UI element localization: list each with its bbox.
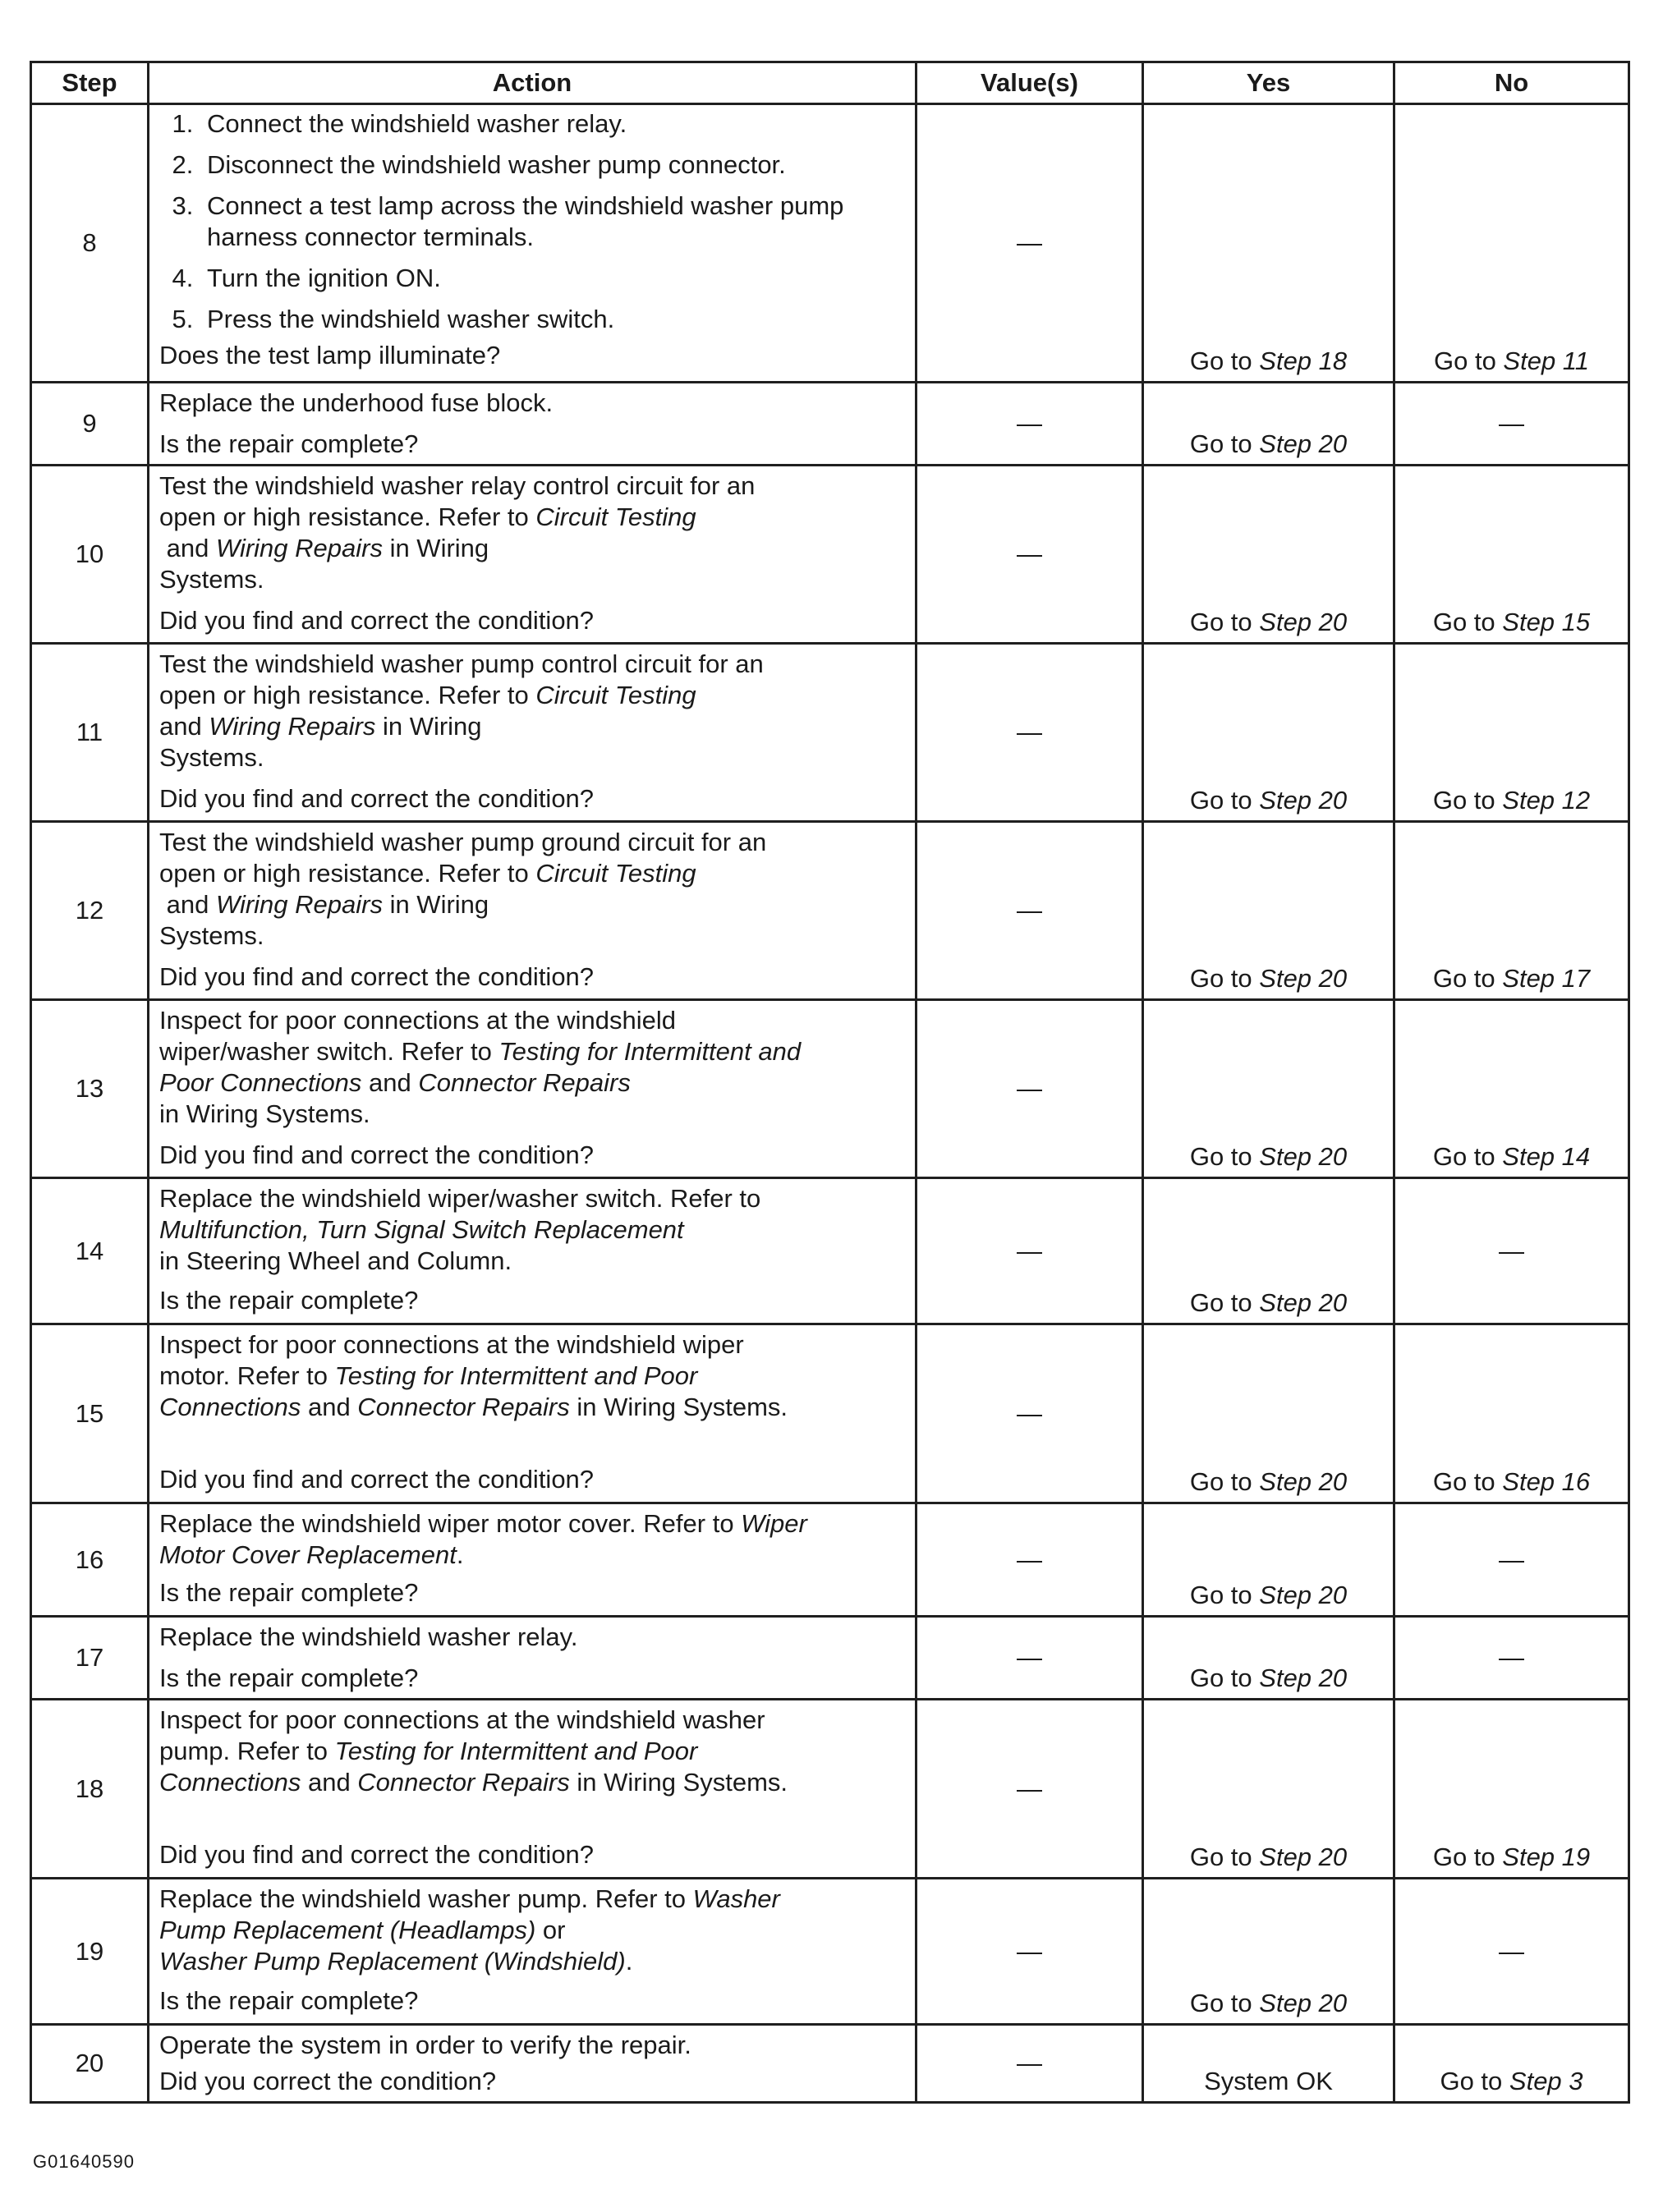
yes-prefix: Go to bbox=[1189, 1288, 1260, 1317]
action-cell bbox=[149, 1324, 916, 1503]
step-reference: Step 20 bbox=[1259, 1142, 1348, 1171]
action-text: in Wiring bbox=[382, 534, 489, 562]
action-line bbox=[159, 1540, 905, 1571]
action-line bbox=[159, 711, 905, 742]
step-reference: Step 17 bbox=[1502, 964, 1591, 993]
header-values: Value(s) bbox=[916, 62, 1143, 104]
yes-prefix: Go to bbox=[1189, 1989, 1260, 2017]
action-text: pump. Refer to bbox=[159, 1737, 335, 1765]
reference-text: Motor Cover Replacement bbox=[159, 1540, 457, 1569]
reference-text: Testing for Intermittent and bbox=[498, 1037, 802, 1066]
value-cell: — bbox=[916, 104, 1143, 383]
action-cell bbox=[149, 104, 916, 383]
action-line: Systems. bbox=[159, 921, 264, 950]
table-row bbox=[31, 1503, 1629, 1617]
no-prefix: Go to bbox=[1432, 1142, 1503, 1171]
diagnostic-table bbox=[30, 61, 1630, 2104]
value-cell: — bbox=[916, 1178, 1143, 1324]
reference-text: Connector Repairs bbox=[357, 1393, 570, 1421]
no-prefix: Go to bbox=[1432, 608, 1503, 636]
action-line bbox=[159, 1392, 905, 1423]
no-cell: — bbox=[1394, 1503, 1629, 1617]
action-line: in Wiring Systems. bbox=[159, 1099, 370, 1128]
step-reference: Step 20 bbox=[1259, 608, 1348, 636]
action-text: Replace the windshield washer pump. Refer to bbox=[159, 1884, 693, 1913]
table-row bbox=[31, 104, 1629, 383]
yes-cell bbox=[1143, 1178, 1394, 1324]
reference-text: Connections bbox=[159, 1393, 301, 1421]
step-reference: Step 16 bbox=[1502, 1467, 1591, 1496]
procedure-item: 5. Press the windshield washer switch. bbox=[200, 304, 905, 335]
step-reference: Step 20 bbox=[1259, 1581, 1348, 1609]
question-text: Did you find and correct the condition? bbox=[159, 962, 595, 991]
step-number: 15 bbox=[31, 1324, 149, 1503]
step-number: 11 bbox=[31, 644, 149, 822]
yes-prefix: Go to bbox=[1189, 1843, 1260, 1871]
figure-id-label: G01640590 bbox=[33, 2151, 135, 2172]
no-prefix: Go to bbox=[1432, 964, 1503, 993]
question-text: Is the repair complete? bbox=[159, 1986, 419, 2015]
header-action: Action bbox=[149, 62, 916, 104]
step-number: 16 bbox=[31, 1503, 149, 1617]
action-text: and bbox=[301, 1393, 358, 1421]
no-prefix: Go to bbox=[1432, 1843, 1503, 1871]
no-cell bbox=[1394, 1700, 1629, 1879]
action-line bbox=[159, 858, 905, 889]
step-number: 17 bbox=[31, 1617, 149, 1700]
reference-text: Circuit Testing bbox=[535, 681, 696, 709]
action-text: and bbox=[159, 534, 216, 562]
table-row bbox=[31, 644, 1629, 822]
procedure-item: 1. Connect the windshield washer relay. bbox=[200, 108, 905, 140]
step-reference: Step 18 bbox=[1259, 346, 1348, 375]
action-line: Inspect for poor connections at the windshield washer bbox=[159, 1705, 765, 1734]
action-line: Replace the windshield wiper/washer switch. Refer to bbox=[159, 1184, 761, 1213]
action-cell bbox=[149, 1617, 916, 1700]
question-text: Did you find and correct the condition? bbox=[159, 784, 595, 813]
no-prefix: Go to bbox=[1432, 786, 1503, 815]
step-reference: Step 20 bbox=[1259, 1843, 1348, 1871]
yes-prefix: Go to bbox=[1189, 346, 1260, 375]
action-line bbox=[159, 1736, 905, 1767]
yes-prefix: Go to bbox=[1189, 608, 1260, 636]
reference-text: Pump Replacement (Headlamps) bbox=[159, 1916, 536, 1944]
step-reference: Step 14 bbox=[1502, 1142, 1591, 1171]
no-cell: — bbox=[1394, 1879, 1629, 2025]
action-cell bbox=[149, 644, 916, 822]
yes-cell bbox=[1143, 1503, 1394, 1617]
step-reference: Step 20 bbox=[1259, 964, 1348, 993]
action-line: in Steering Wheel and Column. bbox=[159, 1246, 512, 1275]
yes-prefix: Go to bbox=[1189, 429, 1260, 458]
action-text: open or high resistance. Refer to bbox=[159, 859, 536, 888]
action-cell bbox=[149, 1503, 916, 1617]
action-line bbox=[159, 1767, 905, 1798]
action-text: Replace the windshield wiper motor cover. Refer to bbox=[159, 1509, 742, 1538]
action-cell bbox=[149, 383, 916, 466]
question-text: Is the repair complete? bbox=[159, 429, 419, 458]
value-cell: — bbox=[916, 2025, 1143, 2103]
table-row bbox=[31, 1700, 1629, 1879]
yes-prefix: Go to bbox=[1189, 964, 1260, 993]
yes-prefix: Go to bbox=[1189, 1142, 1260, 1171]
table-row bbox=[31, 822, 1629, 1000]
action-line: Test the windshield washer relay control circuit for an bbox=[159, 471, 756, 500]
action-text: Replace the windshield washer relay. bbox=[159, 1622, 578, 1651]
reference-text: Washer Pump Replacement (Windshield) bbox=[159, 1947, 626, 1976]
action-line bbox=[159, 1508, 905, 1540]
question-text: Did you find and correct the condition? bbox=[159, 1465, 595, 1494]
value-cell: — bbox=[916, 466, 1143, 644]
action-text: Operate the system in order to verify the repair. bbox=[159, 2031, 691, 2059]
action-cell bbox=[149, 1000, 916, 1178]
step-reference: Step 12 bbox=[1502, 786, 1591, 815]
action-text: motor. Refer to bbox=[159, 1361, 335, 1390]
action-text: in Wiring Systems. bbox=[569, 1768, 788, 1797]
reference-text: Testing for Intermittent and Poor bbox=[334, 1737, 698, 1765]
action-line: Inspect for poor connections at the windshield wiper bbox=[159, 1330, 744, 1359]
value-cell: — bbox=[916, 1503, 1143, 1617]
action-line bbox=[159, 889, 905, 920]
action-cell bbox=[149, 466, 916, 644]
yes-cell: System OK bbox=[1143, 2025, 1394, 2103]
header-row bbox=[31, 62, 1629, 104]
value-cell: — bbox=[916, 1879, 1143, 2025]
question-text: Does the test lamp illuminate? bbox=[159, 341, 501, 369]
action-cell bbox=[149, 1879, 916, 2025]
yes-cell bbox=[1143, 822, 1394, 1000]
step-reference: Step 15 bbox=[1502, 608, 1591, 636]
yes-cell bbox=[1143, 1879, 1394, 2025]
question-text: Is the repair complete? bbox=[159, 1664, 419, 1692]
step-reference: Step 20 bbox=[1259, 786, 1348, 815]
action-text: open or high resistance. Refer to bbox=[159, 503, 536, 531]
action-text: in Wiring bbox=[375, 712, 482, 741]
table-row bbox=[31, 383, 1629, 466]
action-line bbox=[159, 680, 905, 711]
value-cell: — bbox=[916, 822, 1143, 1000]
step-reference: Step 20 bbox=[1259, 1288, 1348, 1317]
action-cell bbox=[149, 822, 916, 1000]
reference-text: Washer bbox=[692, 1884, 780, 1913]
procedure-list bbox=[159, 108, 905, 335]
question-text: Did you find and correct the condition? bbox=[159, 1140, 595, 1169]
no-cell: — bbox=[1394, 383, 1629, 466]
action-cell bbox=[149, 1178, 916, 1324]
action-line: Test the windshield washer pump control circuit for an bbox=[159, 649, 764, 678]
action-text: in Wiring Systems. bbox=[569, 1393, 788, 1421]
step-number: 10 bbox=[31, 466, 149, 644]
reference-text: Multifunction, Turn Signal Switch Replacement bbox=[159, 1215, 684, 1244]
yes-cell bbox=[1143, 1000, 1394, 1178]
no-prefix: Go to bbox=[1440, 2067, 1509, 2095]
no-cell bbox=[1394, 1000, 1629, 1178]
header-no: No bbox=[1394, 62, 1629, 104]
table-row bbox=[31, 1178, 1629, 1324]
action-text: and bbox=[301, 1768, 358, 1797]
step-reference: Step 20 bbox=[1259, 1989, 1348, 2017]
step-number: 19 bbox=[31, 1879, 149, 2025]
table-row bbox=[31, 2025, 1629, 2103]
action-text: in Wiring bbox=[382, 890, 489, 919]
no-cell bbox=[1394, 644, 1629, 822]
no-cell: — bbox=[1394, 1178, 1629, 1324]
step-number: 9 bbox=[31, 383, 149, 466]
reference-text: Circuit Testing bbox=[535, 503, 696, 531]
no-cell bbox=[1394, 1324, 1629, 1503]
action-text: or bbox=[535, 1916, 566, 1944]
question-text: Did you find and correct the condition? bbox=[159, 606, 595, 635]
question-text: Did you find and correct the condition? bbox=[159, 1840, 595, 1869]
header-yes: Yes bbox=[1143, 62, 1394, 104]
yes-cell bbox=[1143, 383, 1394, 466]
yes-cell bbox=[1143, 104, 1394, 383]
reference-text: Circuit Testing bbox=[535, 859, 696, 888]
step-number: 14 bbox=[31, 1178, 149, 1324]
action-line bbox=[159, 1884, 905, 1915]
action-line bbox=[159, 1036, 905, 1067]
yes-cell bbox=[1143, 1324, 1394, 1503]
step-number: 12 bbox=[31, 822, 149, 1000]
action-line bbox=[159, 1067, 905, 1099]
reference-text: Wiring Repairs bbox=[215, 890, 383, 919]
step-reference: Step 3 bbox=[1509, 2067, 1583, 2095]
action-line: Systems. bbox=[159, 743, 264, 772]
value-cell: — bbox=[916, 383, 1143, 466]
step-number: 8 bbox=[31, 104, 149, 383]
reference-text: Wiring Repairs bbox=[209, 712, 376, 741]
yes-prefix: Go to bbox=[1189, 1581, 1260, 1609]
no-cell bbox=[1394, 104, 1629, 383]
action-text: Replace the underhood fuse block. bbox=[159, 388, 554, 417]
action-text: and bbox=[361, 1068, 419, 1097]
yes-cell bbox=[1143, 1700, 1394, 1879]
action-line bbox=[159, 502, 905, 533]
step-reference: Step 20 bbox=[1259, 1467, 1348, 1496]
yes-prefix: Go to bbox=[1189, 1467, 1260, 1496]
reference-text: Connector Repairs bbox=[357, 1768, 570, 1797]
action-line bbox=[159, 533, 905, 564]
header-step: Step bbox=[31, 62, 149, 104]
value-cell: — bbox=[916, 1700, 1143, 1879]
step-reference: Step 11 bbox=[1503, 346, 1589, 375]
step-reference: Step 19 bbox=[1502, 1843, 1591, 1871]
step-reference: Step 20 bbox=[1259, 429, 1348, 458]
no-cell bbox=[1394, 466, 1629, 644]
step-reference: Step 20 bbox=[1259, 1664, 1348, 1692]
action-line bbox=[159, 1361, 905, 1392]
yes-prefix: Go to bbox=[1189, 786, 1260, 815]
action-line: Test the windshield washer pump ground circuit for an bbox=[159, 828, 767, 856]
yes-cell bbox=[1143, 1617, 1394, 1700]
question-text: Did you correct the condition? bbox=[159, 2067, 497, 2095]
action-line bbox=[159, 1946, 905, 1977]
reference-text: Wiper bbox=[741, 1509, 807, 1538]
action-text: and bbox=[159, 890, 216, 919]
no-cell bbox=[1394, 2025, 1629, 2103]
no-cell: — bbox=[1394, 1617, 1629, 1700]
question-text: Is the repair complete? bbox=[159, 1286, 419, 1315]
no-prefix: Go to bbox=[1432, 1467, 1503, 1496]
table-row bbox=[31, 1000, 1629, 1178]
value-cell: — bbox=[916, 1324, 1143, 1503]
reference-text: Wiring Repairs bbox=[215, 534, 383, 562]
step-number: 20 bbox=[31, 2025, 149, 2103]
no-prefix: Go to bbox=[1433, 346, 1504, 375]
step-number: 18 bbox=[31, 1700, 149, 1879]
yes-cell bbox=[1143, 466, 1394, 644]
procedure-item: 3. Connect a test lamp across the windshield washer pump harness connector terminals. bbox=[200, 190, 905, 253]
reference-text: Testing for Intermittent and Poor bbox=[334, 1361, 698, 1390]
action-cell bbox=[149, 2025, 916, 2103]
value-cell: — bbox=[916, 1000, 1143, 1178]
reference-text: Connector Repairs bbox=[418, 1068, 631, 1097]
reference-text: Connections bbox=[159, 1768, 301, 1797]
table-row bbox=[31, 1617, 1629, 1700]
action-text: . bbox=[456, 1540, 464, 1569]
action-text: . bbox=[625, 1947, 633, 1976]
action-line: Systems. bbox=[159, 565, 264, 594]
action-text: open or high resistance. Refer to bbox=[159, 681, 536, 709]
table-row bbox=[31, 1324, 1629, 1503]
action-cell bbox=[149, 1700, 916, 1879]
reference-text: Poor Connections bbox=[159, 1068, 362, 1097]
question-text: Is the repair complete? bbox=[159, 1578, 419, 1607]
no-cell bbox=[1394, 822, 1629, 1000]
action-line bbox=[159, 1915, 905, 1946]
value-cell: — bbox=[916, 644, 1143, 822]
action-text: and bbox=[159, 712, 209, 741]
procedure-item: 4. Turn the ignition ON. bbox=[200, 263, 905, 294]
yes-prefix: Go to bbox=[1189, 1664, 1260, 1692]
yes-cell bbox=[1143, 644, 1394, 822]
action-line: Inspect for poor connections at the windshield bbox=[159, 1006, 676, 1035]
action-text: wiper/washer switch. Refer to bbox=[159, 1037, 499, 1066]
table-row bbox=[31, 1879, 1629, 2025]
table-row bbox=[31, 466, 1629, 644]
value-cell: — bbox=[916, 1617, 1143, 1700]
step-number: 13 bbox=[31, 1000, 149, 1178]
procedure-item: 2. Disconnect the windshield washer pump connector. bbox=[200, 149, 905, 181]
